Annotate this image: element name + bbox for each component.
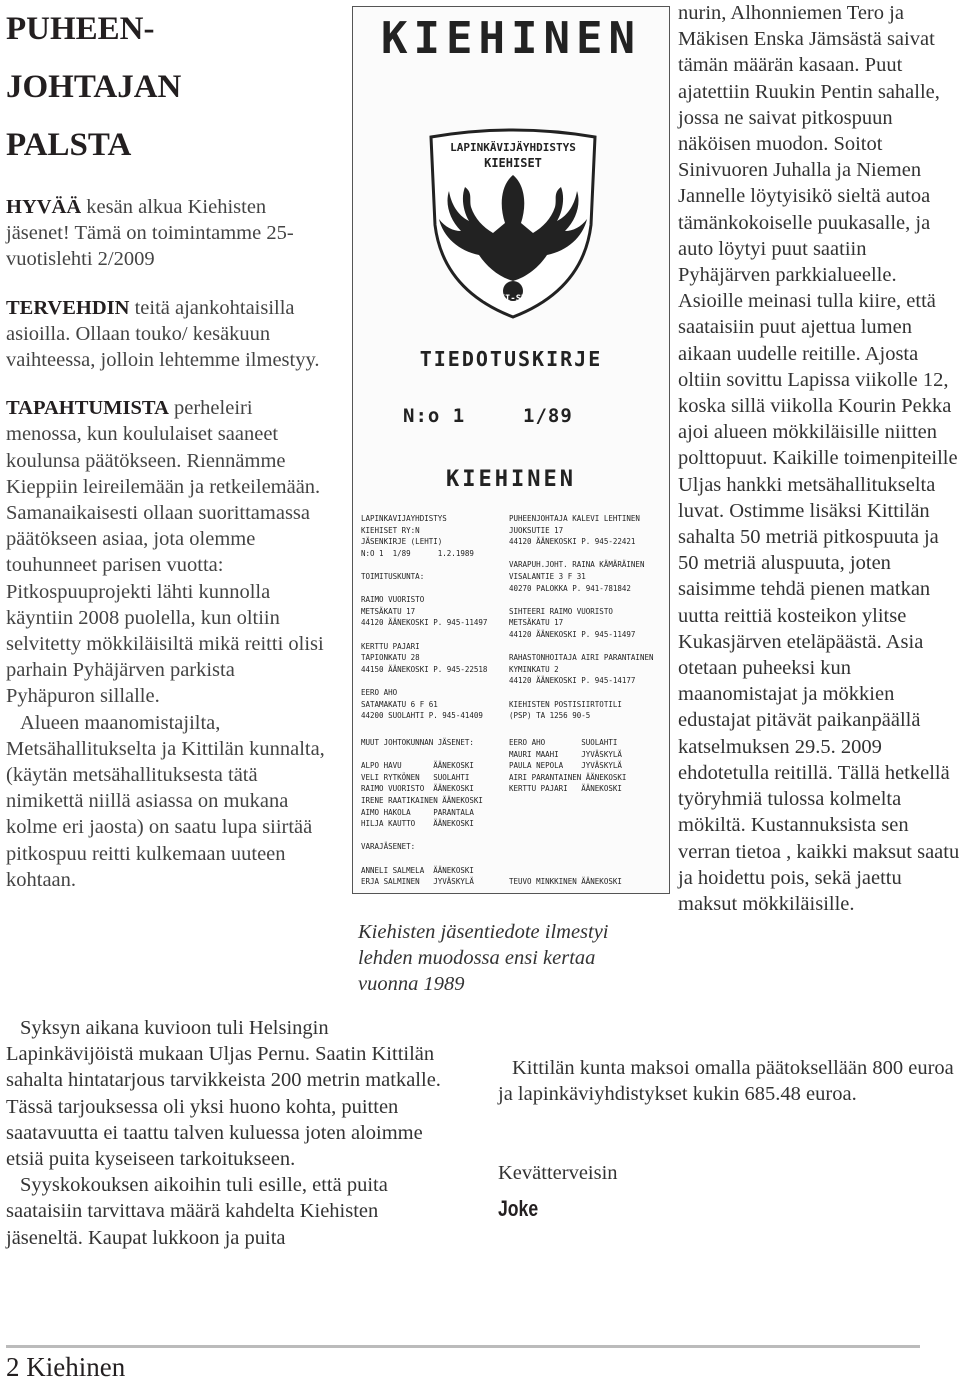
emblem-text-top: LAPINKÄVIJÄYHDISTYS	[450, 141, 576, 154]
footer-divider	[6, 1345, 920, 1348]
paragraph-maanomistajat: Alueen maanomistajilta, Metsähallitukselta ja Kittilän kunnalta, (käytän metsähallituksesta tätä nimikettä niillä asiassa on mukana kolme eri jaosta) on saatu lupa siirtää pitkospuu reitti kulkemaan uuteen kohtaan.	[6, 711, 325, 891]
title-line-2: JOHTAJAN	[6, 69, 182, 105]
masthead-small: KIEHINEN	[446, 467, 576, 492]
page-footer	[6, 1352, 125, 1383]
lead-word: HYVÄÄ	[6, 196, 82, 218]
tiedotuskirje-label: TIEDOTUSKIRJE	[419, 347, 603, 371]
emblem-text-mid: KIEHISET	[484, 156, 542, 170]
paragraph-tapahtumista	[6, 395, 328, 709]
paragraph-greeting	[6, 194, 328, 273]
kittila-paragraph	[498, 1055, 958, 1107]
column-title	[6, 0, 236, 174]
masthead: KIEHINEN	[381, 13, 641, 64]
issue-year: 1/89	[523, 405, 573, 427]
page-number: 2	[6, 1352, 20, 1382]
lead-word: TAPAHTUMISTA	[6, 397, 169, 420]
title-line-1: PUHEEN-	[6, 11, 155, 47]
title-line-3: PALSTA	[6, 127, 132, 163]
newsletter-cover-image	[352, 6, 670, 894]
paragraph-tervehdin	[6, 295, 328, 374]
doc-officers: PUHEENJOHTAJA KALEVI LEHTINEN JUOKSUTIE 17 44120 ÄÄNEKOSKI P. 945-22421 VARAPUH.JOHT. RAINA KÄMÄRÄINEN VISALANTIE 3 F 31 40270 PALOKKA P. 941-781842 SIHTEERI RAIMO VUORISTO METSÄKATU 17 44120 ÄÄNEKOSKI P. 945-11497 RAHASTONHOITAJA AIRI PARANTAINEN KYMINKATU 2 44120 ÄÄNEKOSKI P. 945-14177 KIEHISTEN POSTISIIRTOTILI (PSP) TA 1256 90-5	[509, 514, 654, 721]
right-column	[678, 0, 960, 917]
paragraph-text: kesän alkua Kiehisten jäsenet! Tämä on toimintamme 25-vuotislehti 2/2009	[6, 196, 294, 271]
image-caption: Kiehisten jäsentiedote ilmestyi lehden muodossa ensi kertaa vuonna 1989	[358, 921, 609, 996]
issue-number: N:o 1	[403, 405, 466, 427]
doc-board-members-2: EERO AHO SUOLAHTI MAURI MAAHI JYVÄSKYLÄ PAULA NEPOLA JYVÄSKYLÄ AIRI PARANTAINEN ÄÄNEKOSKI KERTTU PAJARI ÄÄNEKOSKI TEUVO MINKKINEN ÄÄNEKOSKI	[509, 738, 627, 887]
emblem-logo	[413, 115, 613, 325]
publication-name: Kiehinen	[26, 1352, 126, 1382]
paragraph-text: teitä ajankohtaisilla asioilla. Ollaan touko/ kesäkuun vaihteessa, jolloin lehtemme ilmestyy.	[6, 296, 320, 372]
paragraph-syksy: Syksyn aikana kuvioon tuli Helsingin Lapinkävijöistä mukaan Uljas Pernu. Saatin Kittilän sahalta hintatarjous tarvikkeista 200 metrin matkalle. Tässä tarjouksessa oli yksi huono kohta, puitten saatavuutta ei taattu talven kuluessa joten aloimme etsiä puita kyseiseen tarkoitukseen.	[6, 1017, 441, 1171]
doc-board-members: MUUT JOHTOKUNNAN JÄSENET: ALPO HAVU ÄÄNEKOSKI VELI RYTKÖNEN SUOLAHTI RAIMO VUORISTO ÄÄNEKOSKI IRENE RAATIKAINEN ÄÄNEKOSKI AIMO HAKOLA PARANTALA HILJA KAUTTO ÄÄNEKOSKI VARAJÄSENET: ANNELI SALMELA ÄÄNEKOSKI ERJA SALMINEN JYVÄSKYLÄ	[361, 738, 483, 887]
doc-editorial-board: LAPINKAVIJAYHDISTYS KIEHISET RY:N JÄSENKIRJE (LEHTI) N:O 1 1/89 1.2.1989 TOIMITUSKUNTA: RAIMO VUORISTO METSÄKATU 17 44120 ÄÄNEKOSKI P. 945-11497 KERTTU PAJARI TAPIONKATU 28 44150 ÄÄNEKOSKI P. 945-22518 EERO AHO SATAMAKATU 6 F 61 44200 SUOLAHTI P. 945-41409	[361, 514, 488, 721]
closing-greeting: Kevätterveisin	[498, 1162, 618, 1184]
paragraph-text: perheleiri menossa, kun koululaiset saaneet koulunsa päätökseen. Riennämme Kieppiin leireilemään ja retkeilemään. Samanaikaisesti ollaan suorittamassa päätökseen asiaa, jota olemme touhunneet parisen vuotta: Pitkospuuprojekti lähti kunnolla käyntiin 2008 puolella, kun oltiin selvitetty mökkiläisiltä mikä reitti olisi parhain Pyhäjärven parkista Pyhäpuron sillalle.	[6, 397, 324, 708]
emblem-text-bottom: KESKI-SUOMI	[483, 294, 543, 304]
left-column-intro	[6, 194, 328, 893]
paragraph-kittila: Kittilän kunta maksoi omalla päätoksellään 800 euroa ja lapinkäviyhdistykset kukin 685.48 euroa.	[498, 1057, 954, 1106]
lead-word: TERVEHDIN	[6, 296, 130, 319]
left-column-continued	[6, 1015, 456, 1251]
paragraph-right: nurin, Alhonniemen Tero ja Mäkisen Enska Jämsästä saivat tämän määrän kasaan. Puut ajatettiin Ruukin Pentin sahalle, jossa ne saivat pitkospuun näköisen muodon. Soitot Sinivuoren Juhalla ja Niemen Jannelle löytyisikö sieltä autoa tämänkokoiselle puukasalle, ja auto löytyi puut saatiin Pyhäjärven parkkialueelle. Asioille meinasi tulla kiire, että saataisiin puut ajettua lumen aikaan uudelle reitille. Ajosta oltiin sovittu Lapissa viikolle 12, koska sillä viikolla Kourin Pekka ajoi alueen mökkiläisille niitten polttopuut. Kaikille toimenpiteille Uljas hankki metsähallitukselta luvat. Ostimme lisäksi Kittilän sahalta 50 metriä pitkospuuta ja 50 metriä aluspuuta, joten saisimme tehdä pienen matkan uutta reittiä kosteikon ylitse Kukasjärven eteläpäästä. Asia otetaan puheeksi kun maanomistajat ja mökkien edustajat pitävät paikanpäällä katselmuksen 29.5. 2009 ehdotetulla reitillä. Tällä hetkellä työryhmiä tulossa kolmelta mökiltä. Kustannuksista sen verran tietoa , kaikki maksut saatu ja hoidettu pois, sekä jaettu maksut mökkiläisille.	[678, 2, 960, 915]
signature: Joke	[498, 1196, 539, 1221]
paragraph-syyskokous: Syyskokouksen aikoihin tuli esille, että puita saataisiin tarvittava määrä kahdelta Kiehisten jäseneltä. Kaupat lukkoon ja puita	[6, 1174, 388, 1249]
